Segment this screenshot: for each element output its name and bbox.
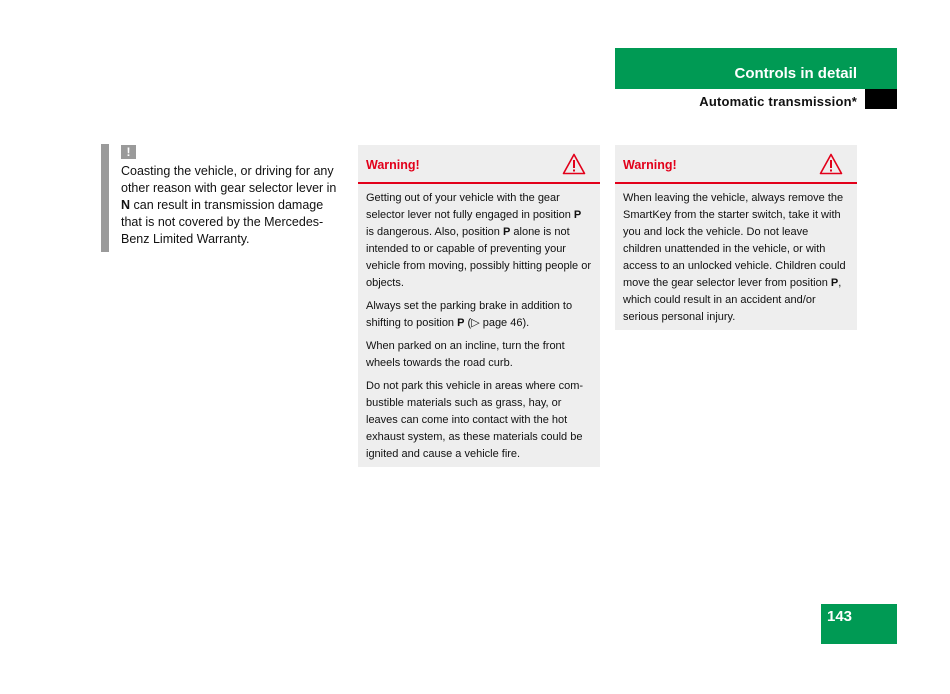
text-part: Always set the parking brake in addition to shifting to position (366, 300, 573, 329)
warning-header (358, 145, 600, 184)
text-part: alone is not intended to or capable of preventing your vehicle from moving, possibly hitting people or objects. (366, 226, 592, 289)
warning-box-parking (358, 145, 600, 467)
warning-triangle-icon (562, 153, 586, 175)
text-part: , which could result in an accident and/or serious personal injury. (623, 277, 842, 323)
text-part: When leaving the vehicle, always remove the SmartKey from the starter switch, take it with you and lock the vehicle. Do not leave children unattended in the vehicle, or with access to an unlocked vehicle. Children could move the gear selector lever from position (623, 192, 846, 289)
page-number: 143 (821, 604, 897, 644)
warning-paragraph (366, 190, 592, 292)
warning-body (358, 184, 600, 463)
text-part: Getting out of your vehicle with the gear selector lever not fully engaged in position (366, 192, 574, 221)
section-title: Controls in detail (734, 65, 857, 82)
bold-P: P (830, 277, 839, 289)
warning-label: Warning! (366, 158, 420, 172)
bold-P: P (457, 317, 465, 329)
subsection-header (615, 89, 897, 109)
warning-paragraph (623, 190, 849, 326)
chapter-marker (865, 89, 897, 109)
warning-triangle-icon (819, 153, 843, 175)
page-reference: (▷ page 46). (464, 317, 530, 329)
bold-P: P (573, 209, 582, 221)
notice-text-part: can result in transmission damage that is not covered by the Mercedes-Benz Limited Warranty. (121, 198, 324, 246)
notice-bold-N: N (121, 198, 131, 212)
warning-label: Warning! (623, 158, 677, 172)
section-tab (615, 48, 897, 89)
subsection-title: Automatic transmission* (699, 94, 857, 109)
notice-bar (101, 144, 109, 252)
text-part: is dangerous. Also, position (366, 226, 503, 238)
warning-paragraph: When parked on an incline, turn the front wheels towards the road curb. (366, 340, 565, 369)
notice-text-part: Coasting the vehicle, or driving for any other reason with gear selector lever in (121, 164, 337, 195)
warning-body (615, 184, 857, 326)
exclamation-icon: ! (121, 145, 136, 159)
warning-paragraph (366, 298, 592, 332)
bold-P: P (502, 226, 511, 238)
notice-text (121, 163, 346, 248)
warning-box-smartkey (615, 145, 857, 330)
warning-header (615, 145, 857, 184)
warning-paragraph: Do not park this vehicle in areas where com-bustible materials such as grass, hay, or leaves can come into contact with the hot exhaust system, as these materials could be ignited and cause a vehicle fire. (366, 380, 584, 460)
